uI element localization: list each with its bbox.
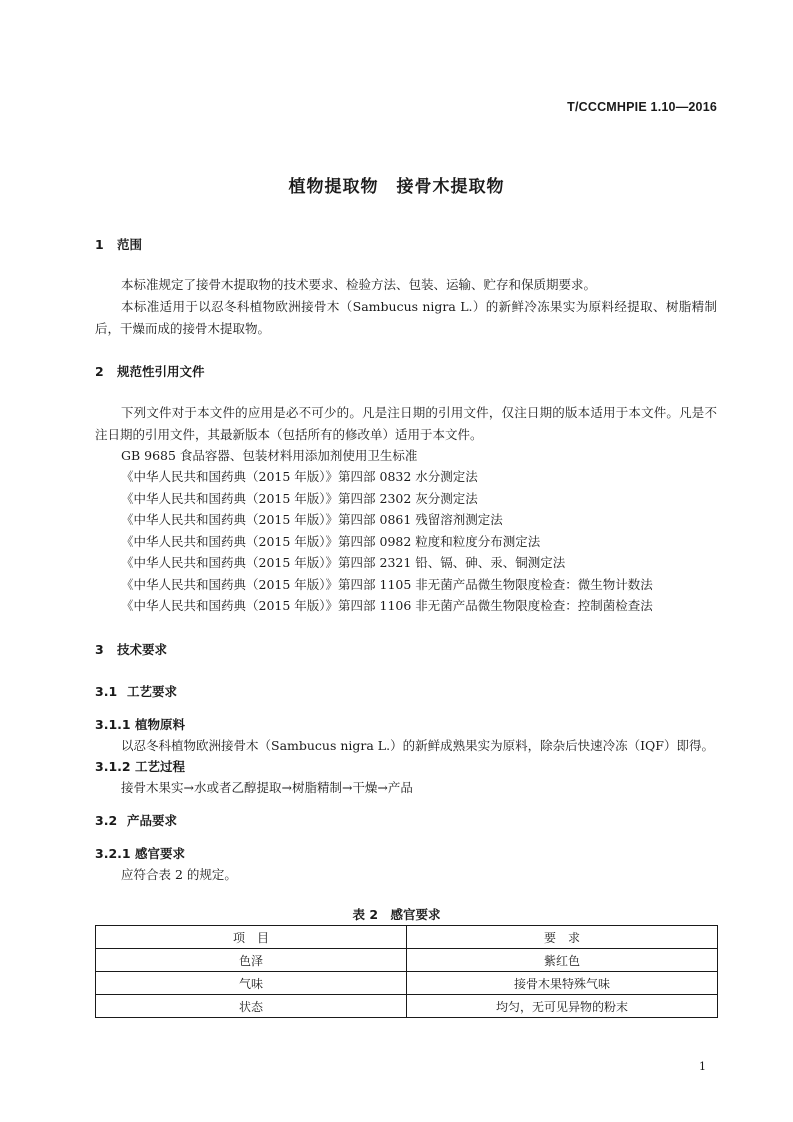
table-cell: 气味 — [96, 972, 407, 995]
section-title: 感官要求 — [135, 846, 186, 861]
section-3-heading — [95, 640, 167, 658]
table-cell: 紫红色 — [407, 949, 718, 972]
references-intro: 下列文件对于本文件的应用是必不可少的。凡是注日期的引用文件，仅注日期的版本适用于本文件。凡是不注日期的引用文件，其最新版本（包括所有的修改单）适用于本文件。 — [95, 405, 717, 442]
table-row — [96, 949, 718, 972]
table-row — [96, 972, 718, 995]
reference-item: 《中华人民共和国药典（2015 年版）》第四部 0861 残留溶剂测定法 — [121, 512, 503, 527]
section-3-1-heading — [95, 682, 177, 700]
reference-item: GB 9685 食品容器、包装材料用添加剂使用卫生标准 — [121, 448, 418, 463]
reference-item: 《中华人民共和国药典（2015 年版）》第四部 1105 非无菌产品微生物限度检查：微生物计数法 — [121, 577, 653, 592]
section-title: 工艺过程 — [135, 759, 186, 774]
table-cell: 均匀，无可见异物的粉末 — [407, 995, 718, 1018]
scope-paragraph-2: 本标准适用于以忍冬科植物欧洲接骨木（Sambucus nigra L.）的新鲜冷冻果实为原料经提取、树脂精制后，干燥而成的接骨木提取物。 — [95, 299, 717, 336]
section-title: 规范性引用文件 — [117, 364, 205, 379]
section-number: 3.2 — [95, 813, 118, 828]
sensory-requirements-table — [95, 925, 718, 1018]
section-number: 1 — [95, 237, 104, 252]
reference-item: 《中华人民共和国药典（2015 年版）》第四部 0832 水分测定法 — [121, 469, 478, 484]
reference-item: 《中华人民共和国药典（2015 年版）》第四部 2302 灰分测定法 — [121, 491, 478, 506]
section-3-2-heading — [95, 811, 177, 829]
table-cell: 状态 — [96, 995, 407, 1018]
section-number: 3.2.1 — [95, 846, 131, 861]
table-cell: 色泽 — [96, 949, 407, 972]
table-row — [96, 995, 718, 1018]
table-cell: 接骨木果特殊气味 — [407, 972, 718, 995]
table-caption: 表 2 感官要求 — [352, 907, 441, 922]
section-number: 3.1.1 — [95, 717, 131, 732]
document-title: 植物提取物 接骨木提取物 — [288, 177, 505, 197]
section-title: 植物原料 — [135, 717, 186, 732]
reference-item: 《中华人民共和国药典（2015 年版）》第四部 0982 粒度和粒度分布测定法 — [121, 534, 541, 549]
reference-item: 《中华人民共和国药典（2015 年版）》第四部 2321 铅、镉、砷、汞、铜测定法 — [121, 555, 566, 570]
section-3-2-1-heading — [95, 844, 185, 862]
table-header-row — [96, 926, 718, 949]
section-1-heading — [95, 235, 142, 253]
section-3-1-2-heading — [95, 757, 185, 775]
scope-paragraph-1: 本标准规定了接骨木提取物的技术要求、检验方法、包装、运输、贮存和保质期要求。 — [121, 277, 597, 292]
section-number: 2 — [95, 364, 104, 379]
section-title: 工艺要求 — [127, 684, 178, 699]
process-flow-text: 接骨木果实→水或者乙醇提取→树脂精制→干燥→产品 — [121, 780, 413, 795]
reference-item: 《中华人民共和国药典（2015 年版）》第四部 1106 非无菌产品微生物限度检查：控制菌检查法 — [121, 598, 653, 613]
section-number: 3.1.2 — [95, 759, 131, 774]
column-header-item: 项 目 — [96, 926, 407, 949]
page-number: 1 — [699, 1060, 706, 1073]
sensory-requirement-text: 应符合表 2 的规定。 — [121, 867, 237, 882]
section-number: 3 — [95, 642, 104, 657]
section-2-heading — [95, 362, 205, 380]
section-title: 技术要求 — [117, 642, 168, 657]
plant-material-text: 以忍冬科植物欧洲接骨木（Sambucus nigra L.）的新鲜成熟果实为原料，除杂后快速冷冻（IQF）即得。 — [121, 738, 714, 753]
section-3-1-1-heading — [95, 715, 185, 733]
section-number: 3.1 — [95, 684, 118, 699]
column-header-requirement: 要 求 — [407, 926, 718, 949]
section-title: 范围 — [117, 237, 143, 252]
section-title: 产品要求 — [127, 813, 178, 828]
standard-code: T/CCCMHPIE 1.10—2016 — [567, 100, 717, 114]
